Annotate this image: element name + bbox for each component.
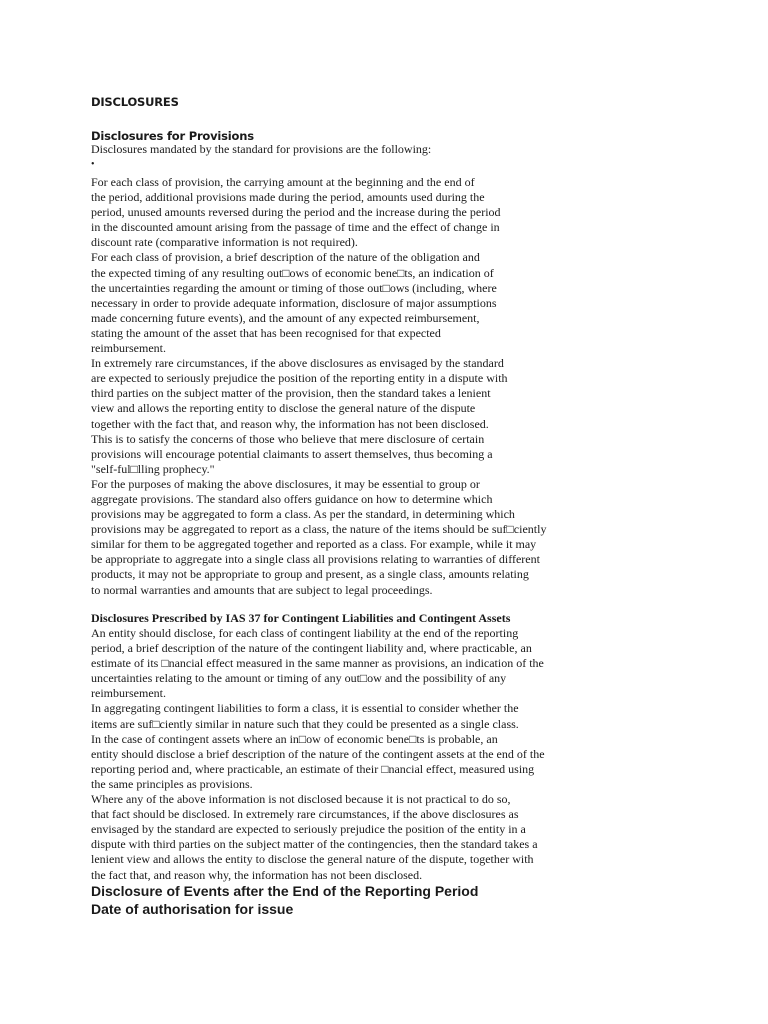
body-line: in the discounted amount arising from the passage of time and the effect of change in bbox=[91, 220, 500, 235]
body-line: made concerning future events), and the amount of any expected reimbursement, bbox=[91, 310, 480, 325]
body-line: reimbursement. bbox=[91, 686, 166, 701]
body-line: uncertainties relating to the amount or timing of any out□ow and the possibility of any bbox=[91, 671, 507, 686]
body-line: provisions may be aggregated to report as a class, the nature of the items should be suf□ciently bbox=[91, 522, 547, 537]
body-line: entity should disclose a brief description of the nature of the contingent assets at the end of the bbox=[91, 746, 545, 761]
intro-line: Disclosures mandated by the standard for provisions are the following: bbox=[91, 142, 432, 156]
body-line: period, a brief description of the nature of the contingent liability and, where practicable, an bbox=[91, 641, 532, 656]
provisions-body bbox=[91, 175, 546, 598]
body-line: the period, additional provisions made during the period, amounts used during the bbox=[91, 190, 485, 205]
body-line: together with the fact that, and reason why, the information has not been disclosed. bbox=[91, 416, 489, 431]
body-line: provisions will encourage potential claimants to assert themselves, thus becoming a bbox=[91, 446, 493, 461]
body-line: stating the amount of the asset that has been recognised for that expected bbox=[91, 325, 441, 340]
body-line: envisaged by the standard are expected to seriously prejudice the position of the entity in a bbox=[91, 822, 526, 837]
body-line: the same principles as provisions. bbox=[91, 776, 253, 791]
body-line: For each class of provision, a brief description of the nature of the obligation and bbox=[91, 250, 480, 265]
body-line: to normal warranties and amounts that are subject to legal proceedings. bbox=[91, 582, 433, 597]
body-line: discount rate (comparative information is not required). bbox=[91, 235, 358, 250]
body-line: are expected to seriously prejudice the position of the reporting entity in a dispute with bbox=[91, 371, 508, 386]
body-line: In aggregating contingent liabilities to form a class, it is essential to consider whether the bbox=[91, 701, 519, 716]
body-line: aggregate provisions. The standard also offers guidance on how to determine which bbox=[91, 491, 493, 506]
body-line: Where any of the above information is not disclosed because it is not practical to do so, bbox=[91, 792, 511, 807]
body-line: products, it may not be appropriate to group and present, as a single class, amounts relating bbox=[91, 567, 529, 582]
body-line: This is to satisfy the concerns of those who believe that mere disclosure of certain bbox=[91, 431, 485, 446]
body-line: In extremely rare circumstances, if the above disclosures as envisaged by the standard bbox=[91, 356, 504, 371]
body-line: third parties on the subject matter of the provision, then the standard takes a lenient bbox=[91, 386, 491, 401]
body-line: view and allows the reporting entity to disclose the general nature of the dispute bbox=[91, 401, 476, 416]
body-line: dispute with third parties on the subject matter of the contingencies, then the standard takes a bbox=[91, 837, 538, 852]
subheading-contingent: Disclosures Prescribed by IAS 37 for Contingent Liabilities and Contingent Assets bbox=[91, 611, 511, 625]
body-line: For each class of provision, the carrying amount at the beginning and the end of bbox=[91, 175, 475, 189]
body-line: estimate of its □nancial effect measured in the same manner as provisions, an indication of the bbox=[91, 656, 544, 671]
body-line: lenient view and allows the entity to disclose the general nature of the dispute, together with bbox=[91, 852, 534, 867]
body-line: provisions may be aggregated to form a class. As per the standard, in determining which bbox=[91, 507, 515, 522]
body-line: the expected timing of any resulting out□ows of economic bene□ts, an indication of bbox=[91, 265, 494, 280]
body-line: similar for them to be aggregated together and reported as a class. For example, while it may bbox=[91, 537, 537, 552]
body-line: "self-ful□lling prophecy." bbox=[91, 461, 215, 476]
body-line: the uncertainties regarding the amount or timing of those out□ows (including, where bbox=[91, 280, 497, 295]
body-line: An entity should disclose, for each class of contingent liability at the end of the reporting bbox=[91, 626, 519, 640]
heading-date-of-authorisation: Date of authorisation for issue bbox=[91, 901, 294, 917]
body-line: In the case of contingent assets where an in□ow of economic bene□ts is probable, an bbox=[91, 731, 498, 746]
heading-events-after-period: Disclosure of Events after the End of the Reporting Period bbox=[91, 883, 479, 899]
bullet-marker: • bbox=[91, 159, 95, 170]
body-line: period, unused amounts reversed during the period and the increase during the period bbox=[91, 205, 501, 220]
body-line: the fact that, and reason why, the information has not been disclosed. bbox=[91, 867, 423, 882]
contingent-body bbox=[91, 626, 545, 883]
section-heading-disclosures: DISCLOSURES bbox=[91, 95, 179, 109]
body-line: be appropriate to aggregate into a single class all provisions relating to warranties of different bbox=[91, 552, 540, 567]
subheading-provisions: Disclosures for Provisions bbox=[91, 129, 254, 143]
body-line: items are suf□ciently similar in nature such that they could be presented as a single class. bbox=[91, 716, 519, 731]
body-line: that fact should be disclosed. In extremely rare circumstances, if the above disclosures as bbox=[91, 807, 519, 822]
provisions-intro bbox=[91, 142, 431, 157]
body-line: For the purposes of making the above disclosures, it may be essential to group or bbox=[91, 476, 480, 491]
body-line: reimbursement. bbox=[91, 341, 166, 356]
body-line: reporting period and, where practicable, an estimate of their □nancial effect, measured using bbox=[91, 761, 535, 776]
body-line: necessary in order to provide adequate information, disclosure of major assumptions bbox=[91, 295, 497, 310]
